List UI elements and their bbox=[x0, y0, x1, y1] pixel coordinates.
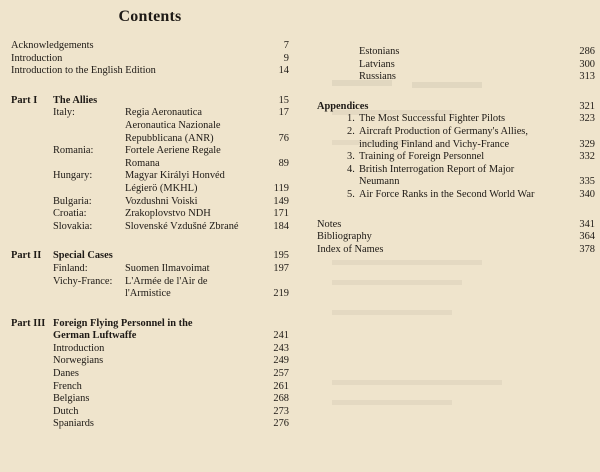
toc-appendix-5[interactable] bbox=[317, 189, 595, 202]
toc-appendix-2[interactable] bbox=[317, 126, 595, 151]
toc-entry-page: 378 bbox=[579, 243, 595, 255]
toc-entry-introduction[interactable] bbox=[11, 53, 289, 66]
toc-entry-latvians[interactable] bbox=[317, 59, 595, 72]
toc-entry-notes[interactable] bbox=[317, 219, 595, 232]
toc-entry-page: 76 bbox=[278, 132, 289, 144]
toc-entry-page: 364 bbox=[579, 231, 595, 243]
toc-entry-label: Regia Aeronautica bbox=[125, 107, 203, 119]
toc-entry-label: Aircraft Production of Germany's Allies, including Finland and Vichy-France bbox=[359, 125, 528, 150]
toc-entry-croatia[interactable] bbox=[11, 208, 289, 221]
toc-entry-page: 119 bbox=[273, 182, 289, 194]
appendix-number: 1. bbox=[347, 113, 355, 125]
country-label: Slovakia: bbox=[53, 220, 93, 232]
toc-entry-label: Introduction bbox=[53, 342, 105, 354]
toc-entry-label: Russians bbox=[359, 71, 396, 83]
toc-entry-page: 329 bbox=[579, 138, 595, 150]
toc-entry-page: 335 bbox=[579, 176, 595, 188]
toc-entry-label: Magyar Királyi Honvéd Légierö (MKHL) bbox=[125, 170, 225, 194]
toc-entry-p3-introduction[interactable] bbox=[11, 343, 289, 356]
toc-entry-page: 276 bbox=[273, 418, 289, 430]
toc-entry-label: Danes bbox=[53, 368, 79, 380]
right-column bbox=[317, 46, 595, 256]
appendix-number: 4. bbox=[347, 163, 355, 175]
toc-entry-page: 313 bbox=[579, 71, 595, 83]
toc-entry-french[interactable] bbox=[11, 381, 289, 394]
toc-part-3-heading[interactable] bbox=[11, 318, 289, 343]
toc-entry-acknowledgements[interactable] bbox=[11, 40, 289, 53]
toc-part-1-heading[interactable] bbox=[11, 95, 289, 108]
toc-entry-index-of-names[interactable] bbox=[317, 244, 595, 257]
toc-entry-page: 219 bbox=[273, 288, 289, 300]
toc-entry-page: 273 bbox=[273, 405, 289, 417]
part-label: Part III bbox=[11, 317, 46, 329]
country-label: Romania: bbox=[53, 145, 94, 157]
toc-entry-label: Norwegians bbox=[53, 355, 104, 367]
toc-entry-romania[interactable] bbox=[11, 145, 289, 170]
toc-entry-label: Index of Names bbox=[317, 243, 384, 255]
toc-entry-page: 9 bbox=[283, 52, 289, 64]
toc-entry-dutch[interactable] bbox=[11, 406, 289, 419]
toc-entry-label: Spaniards bbox=[53, 418, 94, 430]
toc-entry-bibliography[interactable] bbox=[317, 231, 595, 244]
toc-entry-page: 249 bbox=[273, 355, 289, 367]
toc-entry-label: Notes bbox=[317, 218, 342, 230]
toc-entry-page: 197 bbox=[273, 262, 289, 274]
toc-entry-page: 195 bbox=[273, 250, 289, 262]
toc-entry-page: 286 bbox=[579, 46, 595, 57]
toc-entry-page: 257 bbox=[273, 368, 289, 380]
country-label: Hungary: bbox=[53, 170, 93, 182]
page-title: Contents bbox=[118, 8, 182, 25]
toc-entry-label: Estonians bbox=[359, 46, 400, 57]
toc-part-2-heading[interactable] bbox=[11, 250, 289, 263]
part-label: Part I bbox=[11, 94, 38, 106]
part-title: Foreign Flying Personnel in the German Luftwaffe bbox=[53, 317, 193, 342]
toc-entry-norwegians[interactable] bbox=[11, 355, 289, 368]
country-label: Bulgaria: bbox=[53, 195, 92, 207]
toc-entry-label: Acknowledgements bbox=[11, 40, 94, 51]
toc-entry-label: Dutch bbox=[53, 405, 79, 417]
toc-entry-page: 332 bbox=[579, 151, 595, 163]
toc-entry-label: Suomen Ilmavoimat bbox=[125, 262, 210, 274]
toc-entry-spaniards[interactable] bbox=[11, 418, 289, 431]
toc-entry-page: 243 bbox=[273, 342, 289, 354]
toc-entry-label: Vozdushni Voiski bbox=[125, 195, 198, 207]
toc-entry-page: 184 bbox=[273, 220, 289, 232]
toc-entry-belgians[interactable] bbox=[11, 393, 289, 406]
toc-entry-label: Air Force Ranks in the Second World War bbox=[359, 188, 535, 200]
left-column bbox=[11, 40, 289, 431]
toc-entry-estonians[interactable] bbox=[317, 46, 595, 59]
toc-entry-label: The Most Successful Fighter Pilots bbox=[359, 113, 506, 125]
toc-entry-label: Bibliography bbox=[317, 231, 372, 243]
toc-entry-label: French bbox=[53, 380, 82, 392]
appendix-number: 3. bbox=[347, 151, 355, 163]
toc-entry-label: Slovenské Vzdušné Zbrané bbox=[125, 220, 239, 232]
toc-appendix-4[interactable] bbox=[317, 164, 595, 189]
toc-entry-page: 89 bbox=[278, 157, 289, 169]
toc-entry-page: 7 bbox=[283, 40, 289, 51]
toc-entry-page: 323 bbox=[579, 113, 595, 125]
toc-entry-anr[interactable] bbox=[11, 120, 289, 145]
part-label: Part II bbox=[11, 250, 42, 262]
toc-entry-page: 14 bbox=[278, 65, 289, 77]
appendix-number: 2. bbox=[347, 125, 355, 137]
toc-entry-label: Belgians bbox=[53, 393, 90, 405]
toc-entry-label: Introduction bbox=[11, 52, 63, 64]
toc-entry-page: 321 bbox=[579, 100, 595, 112]
toc-entry-page: 341 bbox=[579, 218, 595, 230]
part-title: Special Cases bbox=[53, 250, 113, 262]
toc-entry-introduction-english[interactable] bbox=[11, 65, 289, 78]
toc-entry-label: L'Armée de l'Air de l'Armistice bbox=[125, 275, 208, 300]
toc-entry-page: 268 bbox=[273, 393, 289, 405]
toc-appendices-heading[interactable] bbox=[317, 101, 595, 114]
toc-appendix-1[interactable] bbox=[317, 113, 595, 126]
toc-entry-vichy-france[interactable] bbox=[11, 276, 289, 301]
country-label: Italy: bbox=[53, 107, 75, 119]
toc-entry-bulgaria[interactable] bbox=[11, 196, 289, 209]
toc-entry-italy[interactable] bbox=[11, 107, 289, 120]
toc-entry-label: Fortele Aeriene Regale Romana bbox=[125, 145, 221, 169]
toc-entry-label: British Interrogation Report of Major Neumann bbox=[359, 163, 515, 188]
appendices-title: Appendices bbox=[317, 100, 369, 112]
toc-entry-page: 15 bbox=[278, 94, 289, 106]
toc-entry-page: 17 bbox=[278, 107, 289, 119]
part-title: The Allies bbox=[53, 94, 98, 106]
toc-entry-label: Zrakoplovstvo NDH bbox=[125, 208, 211, 220]
appendix-number: 5. bbox=[347, 188, 355, 200]
toc-entry-danes[interactable] bbox=[11, 368, 289, 381]
country-label: Vichy-France: bbox=[53, 275, 113, 287]
toc-entry-page: 241 bbox=[273, 330, 289, 342]
country-label: Finland: bbox=[53, 262, 88, 274]
toc-entry-finland[interactable] bbox=[11, 263, 289, 276]
toc-appendix-3[interactable] bbox=[317, 151, 595, 164]
toc-entry-page: 149 bbox=[273, 195, 289, 207]
toc-entry-page: 300 bbox=[579, 58, 595, 70]
country-label: Croatia: bbox=[53, 208, 87, 220]
toc-entry-page: 171 bbox=[273, 208, 289, 220]
toc-entry-label: Aeronautica Nazionale Repubblicana (ANR) bbox=[125, 119, 221, 144]
toc-entry-slovakia[interactable] bbox=[11, 221, 289, 234]
toc-entry-label: Training of Foreign Personnel bbox=[359, 151, 485, 163]
toc-entry-page: 261 bbox=[273, 380, 289, 392]
toc-entry-label: Latvians bbox=[359, 58, 395, 70]
toc-entry-hungary[interactable] bbox=[11, 170, 289, 195]
toc-entry-label: Introduction to the English Edition bbox=[11, 65, 156, 77]
toc-entry-russians[interactable] bbox=[317, 71, 595, 84]
toc-entry-page: 340 bbox=[579, 188, 595, 200]
